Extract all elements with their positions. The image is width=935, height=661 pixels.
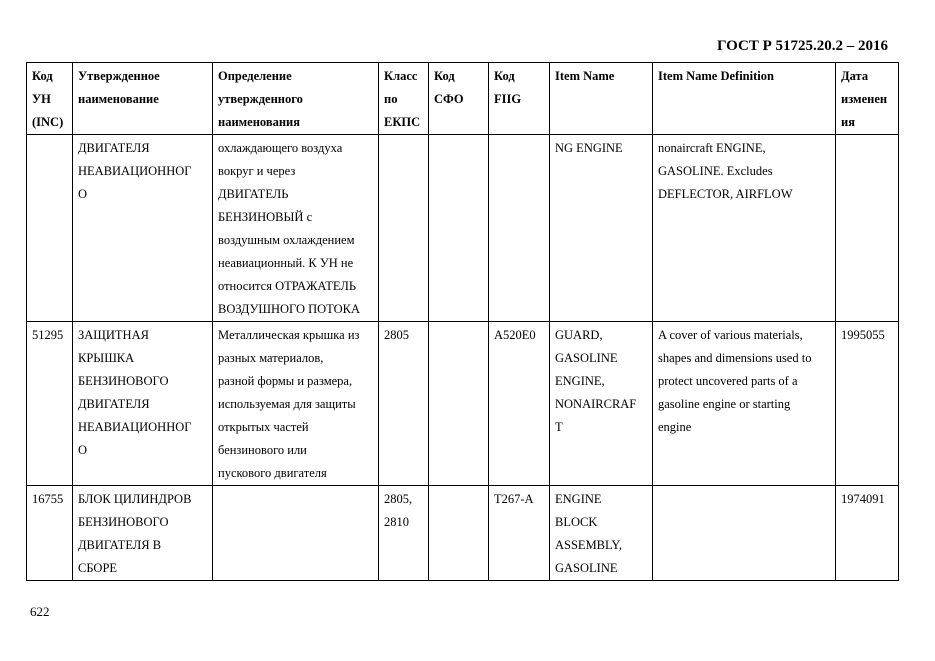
table-header-row [27, 63, 899, 135]
cell-definition: Металлическая крышка из разных материалов, разной формы и размера, используемая для защиты открытых частей бензинового или пускового двигателя [213, 322, 379, 486]
cell-inc: 16755 [27, 486, 73, 581]
header-sfo-code: Код СФО [429, 63, 489, 135]
cell-item-name: NG ENGINE [550, 135, 653, 322]
cell-approved-name: ДВИГАТЕЛЯ НЕАВИАЦИОННОГ О [73, 135, 213, 322]
header-ekps-class: Класс по ЕКПС [379, 63, 429, 135]
document-header: ГОСТ Р 51725.20.2 – 2016 [716, 38, 888, 54]
cell-item-name-definition: nonaircraft ENGINE, GASOLINE. Excludes DEFLECTOR, AIRFLOW [653, 135, 836, 322]
cell-fiig-code: T267-A [489, 486, 550, 581]
cell-definition: охлаждающего воздуха вокруг и через ДВИГАТЕЛЬ БЕНЗИНОВЫЙ с воздушным охлаждением неавиационный. К УН не относится ОТРАЖАТЕЛЬ ВОЗДУШНОГО ПОТОКА [213, 135, 379, 322]
header-fiig-code: Код FIIG [489, 63, 550, 135]
cell-item-name-definition [653, 486, 836, 581]
header-inc: Код УН (INC) [27, 63, 73, 135]
cell-change-date: 1974091 [836, 486, 899, 581]
header-approved-name: Утвержденное наименование [73, 63, 213, 135]
cell-ekps-class: 2805, 2810 [379, 486, 429, 581]
cell-item-name: GUARD, GASOLINE ENGINE, NONAIRCRAF T [550, 322, 653, 486]
cell-inc [27, 135, 73, 322]
classification-table [26, 62, 899, 581]
cell-sfo-code [429, 135, 489, 322]
header-item-name-definition: Item Name Definition [653, 63, 836, 135]
cell-ekps-class: 2805 [379, 322, 429, 486]
cell-change-date: 1995055 [836, 322, 899, 486]
cell-ekps-class [379, 135, 429, 322]
cell-fiig-code [489, 135, 550, 322]
cell-definition [213, 486, 379, 581]
cell-sfo-code [429, 322, 489, 486]
table-row [27, 135, 899, 322]
cell-sfo-code [429, 486, 489, 581]
cell-inc: 51295 [27, 322, 73, 486]
table-row [27, 322, 899, 486]
cell-approved-name: БЛОК ЦИЛИНДРОВ БЕНЗИНОВОГО ДВИГАТЕЛЯ В СБОРЕ [73, 486, 213, 581]
table-row [27, 486, 899, 581]
header-change-date: Дата изменен ия [836, 63, 899, 135]
page-number: 622 [30, 604, 50, 619]
cell-fiig-code: A520E0 [489, 322, 550, 486]
cell-item-name: ENGINE BLOCK ASSEMBLY, GASOLINE [550, 486, 653, 581]
header-item-name: Item Name [550, 63, 653, 135]
cell-approved-name: ЗАЩИТНАЯ КРЫШКА БЕНЗИНОВОГО ДВИГАТЕЛЯ НЕАВИАЦИОННОГ О [73, 322, 213, 486]
header-definition: Определение утвержденного наименования [213, 63, 379, 135]
cell-item-name-definition: A cover of various materials, shapes and dimensions used to protect uncovered parts of a gasoline engine or starting engine [653, 322, 836, 486]
cell-change-date [836, 135, 899, 322]
